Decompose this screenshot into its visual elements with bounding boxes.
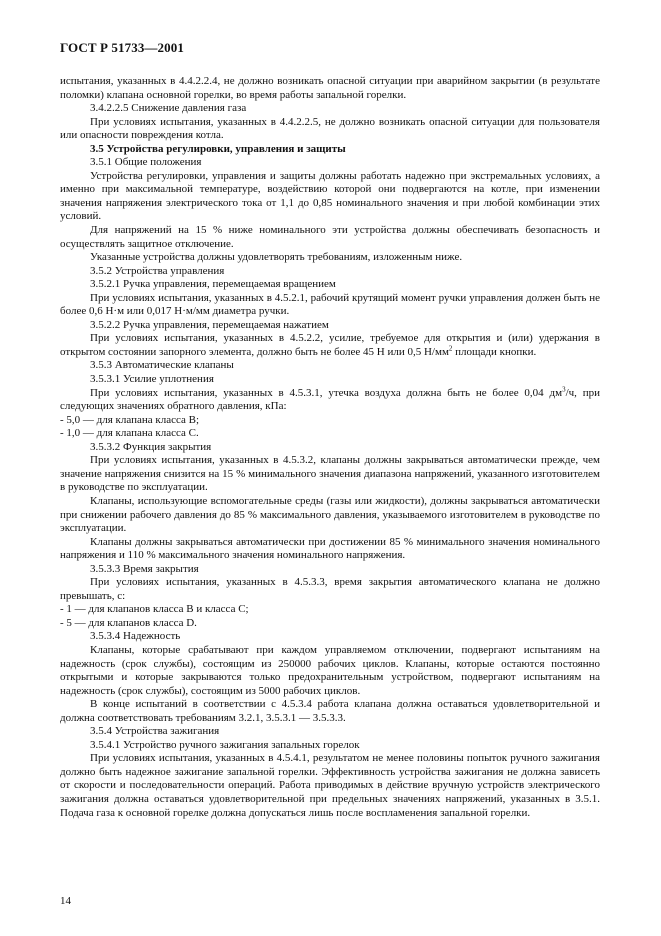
paragraph-text: При условиях испытания, указанных в 4.5.3.2, клапаны должны закрываться автоматически прежде, чем значение напряжения снизится на 15 % минимального значения диапазона напряжений, указанного изготовителем в руководстве по эксплуатации.	[60, 454, 600, 494]
paragraph	[60, 536, 600, 563]
document-header: ГОСТ Р 51733—2001	[60, 40, 184, 55]
paragraph-text: При условиях испытания, указанных в 4.5.2.1, рабочий крутящий момент ручки управления должен быть не более 0,6 Н·м или 0,017 Н·м/мм диаметра ручки.	[60, 291, 600, 318]
paragraph	[60, 373, 600, 387]
paragraph	[60, 170, 600, 224]
paragraph-text: Клапаны должны закрываться автоматически при достижении 85 % минимального значения номинального напряжения и 110 % максимального значения номинального напряжения.	[60, 535, 600, 562]
superscript: 3	[562, 384, 566, 393]
paragraph-text: При условиях испытания, указанных в 4.5.3.1, утечка воздуха должна быть не более 0,04 дм	[90, 386, 563, 399]
paragraph-text: 3.5 Устройства регулировки, управления и защиты	[90, 142, 346, 155]
paragraph	[60, 116, 600, 143]
paragraph-text: В конце испытаний в соответствии с 4.5.3.4 работа клапана должна оставаться удовлетворительной и должна соответствовать требованиям 3.2.1, 3.5.3.1 — 3.5.3.3.	[60, 698, 600, 724]
paragraph-text: 3.5.3 Автоматические клапаны	[90, 359, 234, 372]
paragraph-text: Для напряжений на 15 % ниже номинального эти устройства должны обеспечивать безопасность и осуществлять защитное отключение.	[60, 224, 600, 250]
paragraph-text: - 1 — для клапанов класса В и класса С;	[60, 603, 249, 616]
paragraph-text: При условиях испытания, указанных в 4.5.4.1, результатом не менее половины попыток ручного зажигания должно быть надежное зажигание запальной горелки. Эффективность устройства зажигания не должна зависеть от скорости и последовательности операций. Работа приводимых в действие вручную устройств электрического зажигания должна оставаться удовлетворительной при предельных значениях напряжений, указанных в 3.5.1. Подача газа к основной горелке должна допускаться лишь после воспламенения запальной горелки.	[60, 752, 600, 819]
paragraph-text: Устройства регулировки, управления и защиты должны работать надежно при экстремальных условиях, а именно при максимальной температуре, воздействию которой они подвергаются на котле, при изменении значения напряжения электрического тока от 1,1 до 0,85 номинального значения и при любой комбинации этих условий.	[60, 169, 600, 223]
section-heading	[60, 143, 600, 157]
paragraph	[60, 384, 600, 414]
page-number: 14	[60, 895, 71, 907]
paragraph-text: Клапаны, использующие вспомогательные среды (газы или жидкости), должны закрываться автоматически при снижении рабочего давления до 85 % максимального давления, указываемого изготовителем в руководстве по эксплуатации.	[60, 494, 600, 535]
paragraph	[60, 251, 600, 265]
paragraph	[60, 265, 600, 279]
paragraph-text: 3.5.3.4 Надежность	[90, 630, 181, 643]
paragraph	[60, 630, 600, 644]
paragraph-text: испытания, указанных в 4.4.2.2.4, не должно возникать опасной ситуации при аварийном закрытии (в результате поломки) клапана основной горелки, во время работы запальной горелки.	[60, 75, 600, 101]
paragraph	[60, 576, 600, 603]
paragraph-text: 3.5.2.2 Ручка управления, перемещаемая нажатием	[90, 318, 329, 331]
paragraph-text-tail: площади кнопки.	[452, 345, 537, 358]
paragraph-text: 3.5.2.1 Ручка управления, перемещаемая вращением	[90, 278, 336, 291]
document-body	[60, 75, 600, 820]
list-item	[60, 414, 600, 428]
paragraph	[60, 644, 600, 698]
paragraph	[60, 278, 600, 292]
paragraph	[60, 698, 600, 725]
paragraph	[60, 102, 600, 116]
paragraph	[60, 563, 600, 577]
paragraph-text: При условиях испытания, указанных в 4.5.3.3, время закрытия автоматического клапана не должно превышать, с:	[60, 576, 600, 602]
paragraph-text: 3.5.1 Общие положения	[90, 156, 202, 169]
paragraph-text: 3.5.4.1 Устройство ручного зажигания запальных горелок	[90, 738, 360, 751]
paragraph-text: Указанные устройства должны удовлетворять требованиям, изложенным ниже.	[90, 251, 463, 264]
list-item	[60, 617, 600, 631]
paragraph-text: 3.4.2.2.5 Снижение давления газа	[90, 102, 247, 115]
paragraph	[60, 319, 600, 333]
paragraph	[60, 359, 600, 373]
paragraph	[60, 75, 600, 102]
paragraph-text-tail: /ч, при следующих значениях обратного давления, кПа:	[60, 386, 600, 413]
paragraph	[60, 752, 600, 820]
paragraph-text: 3.5.3.2 Функция закрытия	[90, 440, 212, 453]
paragraph-text: - 5 — для клапанов класса D.	[60, 616, 197, 629]
superscript: 2	[448, 344, 453, 353]
paragraph-text: При условиях испытания, указанных в 4.4.2.2.5, не должно возникать опасной ситуации для пользователя или опасности повреждения котла.	[60, 115, 600, 142]
paragraph-text: Клапаны, которые срабатывают при каждом управляемом отключении, подвергают испытаниям на надежность (срок службы), состоящим из 250000 рабочих циклов. Клапаны, которые остаются постоянно открытыми и которые закрываются только предохранительным устройством, подвергают испытаниям на надежность (срок службы), состоящим из 5000 рабочих циклов.	[60, 643, 600, 697]
paragraph	[60, 441, 600, 455]
paragraph	[60, 156, 600, 170]
paragraph	[60, 292, 600, 319]
paragraph-text: При условиях испытания, указанных в 4.5.2.2, усилие, требуемое для открытия и (или) удержания в открытом состоянии запорного элемента, должно быть не более 45 Н или 0,5 Н/мм	[60, 332, 600, 358]
paragraph	[60, 224, 600, 251]
paragraph-text: 3.5.4 Устройства зажигания	[90, 725, 220, 738]
paragraph-text: - 1,0 — для клапана класса С.	[60, 427, 199, 440]
paragraph-text: 3.5.2 Устройства управления	[90, 264, 225, 277]
list-item	[60, 603, 600, 617]
paragraph-text: 3.5.3.3 Время закрытия	[90, 562, 199, 575]
paragraph	[60, 454, 600, 495]
paragraph	[60, 495, 600, 536]
paragraph	[60, 739, 600, 753]
paragraph	[60, 725, 600, 739]
paragraph	[60, 332, 600, 359]
paragraph-text: - 5,0 — для клапана класса В;	[60, 413, 200, 426]
paragraph-text: 3.5.3.1 Усилие уплотнения	[90, 373, 214, 386]
list-item	[60, 427, 600, 441]
